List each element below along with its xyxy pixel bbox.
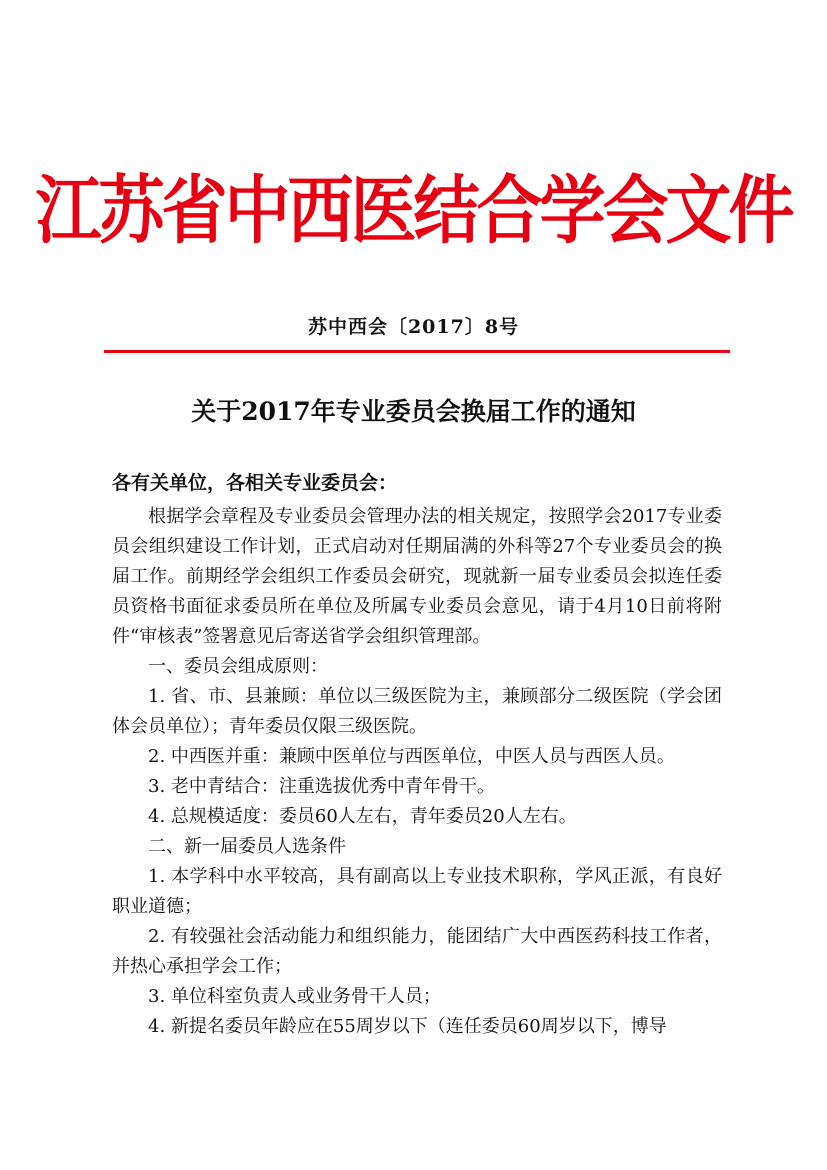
principle-item: 2. 中西医并重：兼顾中医单位与西医单位，中医人员与西医人员。 <box>148 746 675 767</box>
condition-item: 3. 单位科室负责人或业务骨干人员； <box>148 986 441 1007</box>
principle-item: 3. 老中青结合：注重选拔优秀中青年骨干。 <box>148 776 495 797</box>
condition-item: 4. 新提名委员年龄应在55周岁以下（连任委员60周岁以下，博导 <box>148 1016 667 1037</box>
condition-item: 1. 本学科中水平较高，具有副高以上专业技术职称，学风正派，有良好职业道德； <box>112 866 722 917</box>
document-masthead: 江苏省中西医结合学会文件 <box>35 166 792 255</box>
section-heading-principles: 一、委员会组成原则： <box>148 656 328 677</box>
red-divider-line <box>104 350 730 353</box>
condition-item: 2. 有较强社会活动能力和组织能力，能团结广大中西医药科技工作者，并热心承担学会工作； <box>112 926 722 977</box>
principle-item: 4. 总规模适度：委员60人左右，青年委员20人左右。 <box>148 806 577 827</box>
principle-item: 1. 省、市、县兼顾：单位以三级医院为主，兼顾部分二级医院（学会团体会员单位）；青年委员仅限三级医院。 <box>112 686 722 737</box>
document-number: 苏中西会〔2017〕8号 <box>307 316 520 338</box>
salutation: 各有关单位，各相关专业委员会： <box>112 472 398 494</box>
section-heading-conditions: 二、新一届委员人选条件 <box>148 836 346 857</box>
notice-body <box>112 502 722 1042</box>
notice-title: 关于2017年专业委员会换届工作的通知 <box>191 397 636 426</box>
body-paragraph-intro: 根据学会章程及专业委员会管理办法的相关规定，按照学会2017专业委员会组织建设工作计划，正式启动对任期届满的外科等27个专业委员会的换届工作。前期经学会组织工作委员会研究，现就新一届专业委员会拟连任委员资格书面征求委员所在单位及所属专业委员会意见，请于4月10日前将附件“审核表”签署意见后寄送省学会组织管理部。 <box>112 506 722 647</box>
